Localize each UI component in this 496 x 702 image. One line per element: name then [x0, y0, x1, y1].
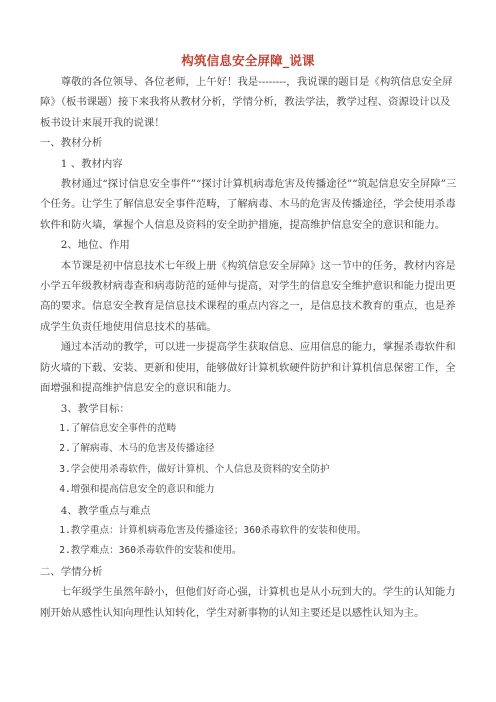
paragraph-student-analysis: 七年级学生虽然年龄小，但他们好奇心强，计算机也是从小玩到大的。学生的认知能力刚开始从感性认知向理性认知转化，学生对新事物的认知主要还是以感性认知为主。	[40, 586, 456, 619]
objective-item-1: 1.了解信息安全事件的范畴	[59, 422, 177, 434]
intro-paragraph: 尊敬的各位领导、各位老师，上午好！我是--------，我说课的题目是《构筑信息安全屏障》（板书课题）接下来我将从教材分析，学情分析，教法学法，教学过程、资源设计以及板书设计来展开我的说课！	[40, 76, 453, 129]
subheading-content: 1 、教材内容	[60, 157, 123, 170]
document-body	[40, 72, 458, 623]
document-title: 构筑信息安全屏障_说课	[181, 53, 315, 68]
paragraph-position: 本节课是初中信息技术七年级上册《构筑信息安全屏障》这一节中的任务，教材内容是小学五年级教材病毒查和病毒防范的延伸与提高，对学生的信息安全维护意识和能力提出更高的要求。信息安全教育是信息技术课程的重点内容之一，是信息技术教育的重点，也是养成学生负责任地使用信息技术的基础。	[40, 259, 456, 333]
subheading-position: 2、地位、作用	[60, 239, 130, 252]
objective-item-4: 4.增强和提高信息安全的意识和能力	[59, 484, 215, 496]
section-heading-student-analysis: 二、学情分析	[40, 565, 103, 578]
objective-item-2: 2.了解病毒、木马的危害及传播途径	[59, 443, 215, 455]
objective-item-3: 3.学会使用杀毒软件，做好计算机、个人信息及资料的安全防护	[59, 463, 330, 475]
section-heading-textbook-analysis: 一、教材分析	[40, 137, 103, 150]
paragraph-activity: 通过本活动的教学，可以进一步提高学生获取信息、应用信息的能力，掌握杀毒软件和防火墙的下载、安装、更新和使用，能够做好计算机软硬件防护和计算机信息保密工作，全面增强和提高维护信息安全的意识和能力。	[40, 341, 456, 395]
paragraph-content: 教材通过“探讨信息安全事件”“探讨计算机病毒危害及传播途径”“筑起信息安全屏障”三个任务。让学生了解信息安全事件范畴，了解病毒、木马的危害及传播途径，学会使用杀毒软件和防火墙，掌握个人信息及资料的安全助护措施，提高维护信息安全的意识和能力。	[40, 178, 457, 231]
subheading-objectives: 3、教学目标：	[60, 402, 130, 415]
subheading-key-points: 4、教学重点与难点	[60, 504, 151, 517]
key-point-item-1: 1.教学重点：计算机病毒危害及传播途径；360杀毒软件的安装和使用。	[59, 524, 367, 536]
key-point-item-2: 2.教学难点：360杀毒软件的安装和使用。	[59, 545, 242, 557]
